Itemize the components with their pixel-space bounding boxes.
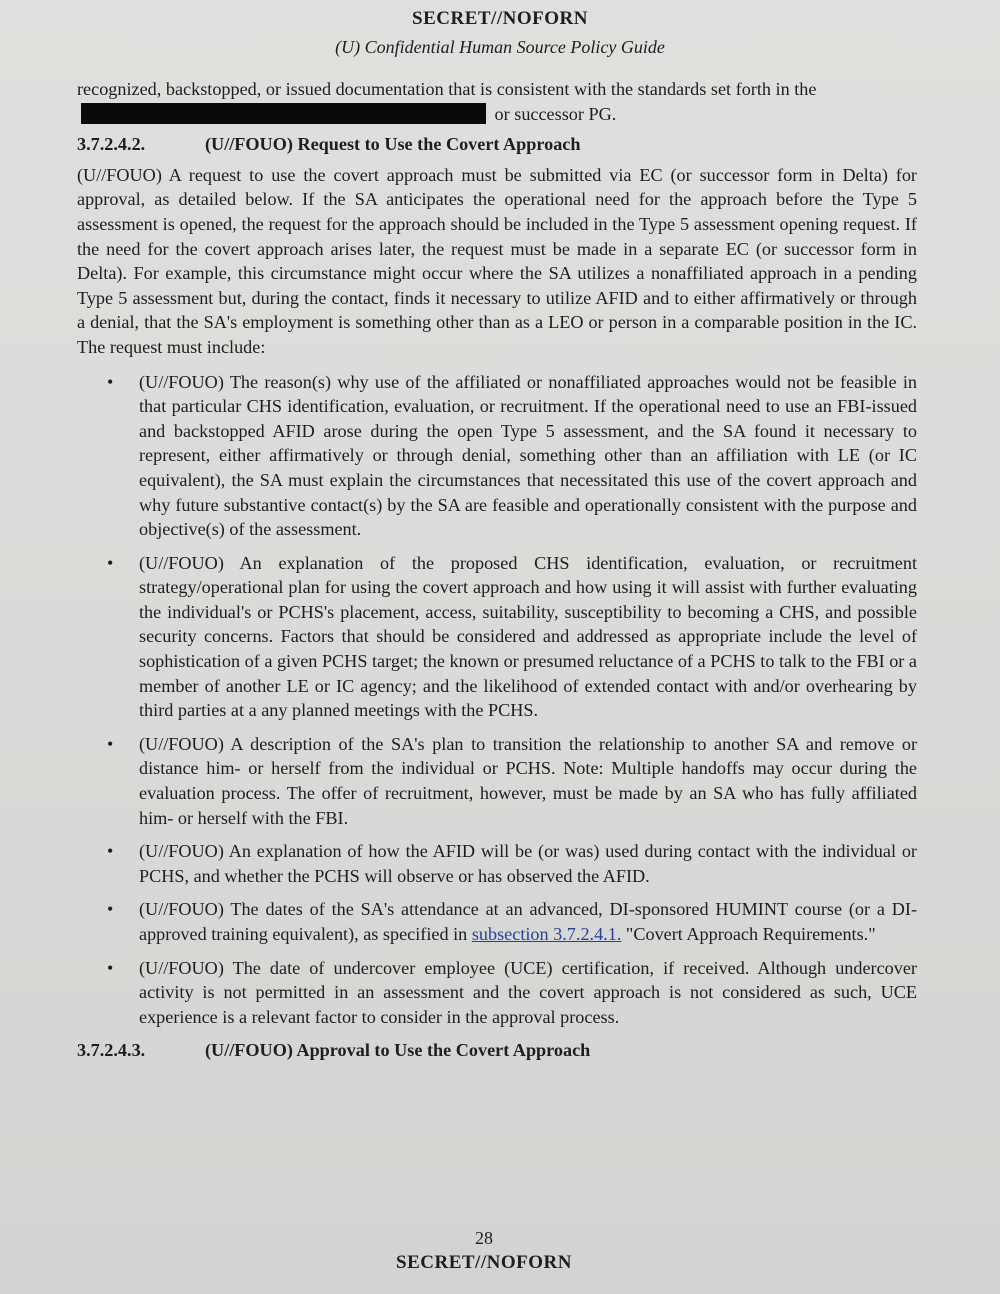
list-item-text: (U//FOUO) An explanation of the proposed CHS identification, evaluation, or recruitment strategy/operational plan for using the covert approach and how using it will assist with further evaluating the individual's or PCHS's placement, access, suitability, susceptibility to becoming a CHS, and possible security concerns. Factors that should be considered and addressed as appropriate include the level of sophistication of a given PCHS target; the known or presumed reluctance of a PCHS to talk to the FBI or a member of another LE or IC agency; and the likelihood of extended contact with and/or overhearing by third parties at a any planned meetings with the PCHS. <box>139 552 917 721</box>
continuation-paragraph <box>77 77 917 126</box>
list-item <box>77 839 917 888</box>
page-content <box>77 77 917 1069</box>
bullet-icon: • <box>107 841 114 862</box>
section-number: 3.7.2.4.3. <box>77 1040 146 1061</box>
list-item <box>77 551 917 723</box>
list-item <box>77 956 917 1030</box>
list-item-text: (U//FOUO) The date of undercover employee (UCE) certification, if received. Although undercover activity is not permitted in an assessment and the covert approach is not considered as such, UCE experience is a relevant factor to consider in the approval process. <box>139 957 917 1027</box>
continuation-text-before: recognized, backstopped, or issued documentation that is consistent with the standards set forth in the <box>77 79 817 99</box>
footer-classification: SECRET//NOFORN <box>396 1252 572 1273</box>
section-title: (U//FOUO) Request to Use the Covert Approach <box>205 134 581 155</box>
list-item <box>77 897 917 946</box>
redaction-bar <box>81 103 486 124</box>
list-item-text: (U//FOUO) The dates of the SA's attendance at an advanced, DI-sponsored HUMINT course (or a DI-approved training equivalent), as specified in <box>139 899 917 944</box>
bullet-icon: • <box>107 733 114 754</box>
section-number: 3.7.2.4.2. <box>77 134 146 155</box>
header-classification: SECRET//NOFORN <box>412 8 588 29</box>
section-heading-approval <box>77 1038 917 1063</box>
list-item <box>77 732 917 830</box>
requirements-list <box>77 370 917 1030</box>
header-title: (U) Confidential Human Source Policy Guide <box>335 37 665 57</box>
bullet-icon: • <box>107 371 114 392</box>
page-number: 28 <box>475 1228 493 1248</box>
section-paragraph: (U//FOUO) A request to use the covert approach must be submitted via EC (or successor form in Delta) for approval, as detailed below. If the SA anticipates the operational need for the approach before the Type 5 assessment is opened, the request for the approach should be included in the Type 5 assessment opening request. If the need for the covert approach arises later, the request must be made in a separate EC (or successor form in Delta). For example, this circumstance might occur where the SA utilizes a nonaffiliated approach in a pending Type 5 assessment but, during the contact, finds it necessary to utilize AFID and to either affirmatively or through a denial, that the SA's employment is something other than as a LEO or person in a comparable position in the IC. The request must include: <box>77 164 917 357</box>
bullet-icon: • <box>107 957 114 978</box>
list-item-text: (U//FOUO) A description of the SA's plan to transition the relationship to another SA and remove or distance him- or herself from the individual or PCHS. Note: Multiple handoffs may occur during the evaluation process. The offer of recruitment, however, must be made by an SA who has fully affiliated him- or herself with the FBI. <box>139 733 917 828</box>
list-item-text: (U//FOUO) An explanation of how the AFID will be (or was) used during contact with the individual or PCHS, and whether the PCHS will observe or has observed the AFID. <box>139 841 917 886</box>
list-item <box>77 370 917 542</box>
bullet-icon: • <box>107 899 114 920</box>
subsection-link[interactable]: subsection 3.7.2.4.1. <box>471 924 622 944</box>
bullet-icon: • <box>107 552 114 573</box>
list-item-text: (U//FOUO) The reason(s) why use of the affiliated or nonaffiliated approaches would not be feasible in that particular CHS identification, evaluation, or recruitment. If the operational need to use an FBI-issued and backstopped AFID arose during the open Type 5 assessment, and the SA found it necessary to represent, either affirmatively or through denial, something other than an affiliation with LE (or IC equivalent), the SA must explain the circumstances that necessitated this use of the covert approach and why future substantive contact(s) by the SA are feasible and operationally consistent with the purpose and objective(s) of the assessment. <box>139 371 917 540</box>
continuation-text-after: or successor PG. <box>494 103 617 124</box>
list-item-text-end: "Covert Approach Requirements." <box>625 924 876 944</box>
section-title: (U//FOUO) Approval to Use the Covert Approach <box>205 1040 591 1061</box>
section-heading-request <box>77 132 917 157</box>
